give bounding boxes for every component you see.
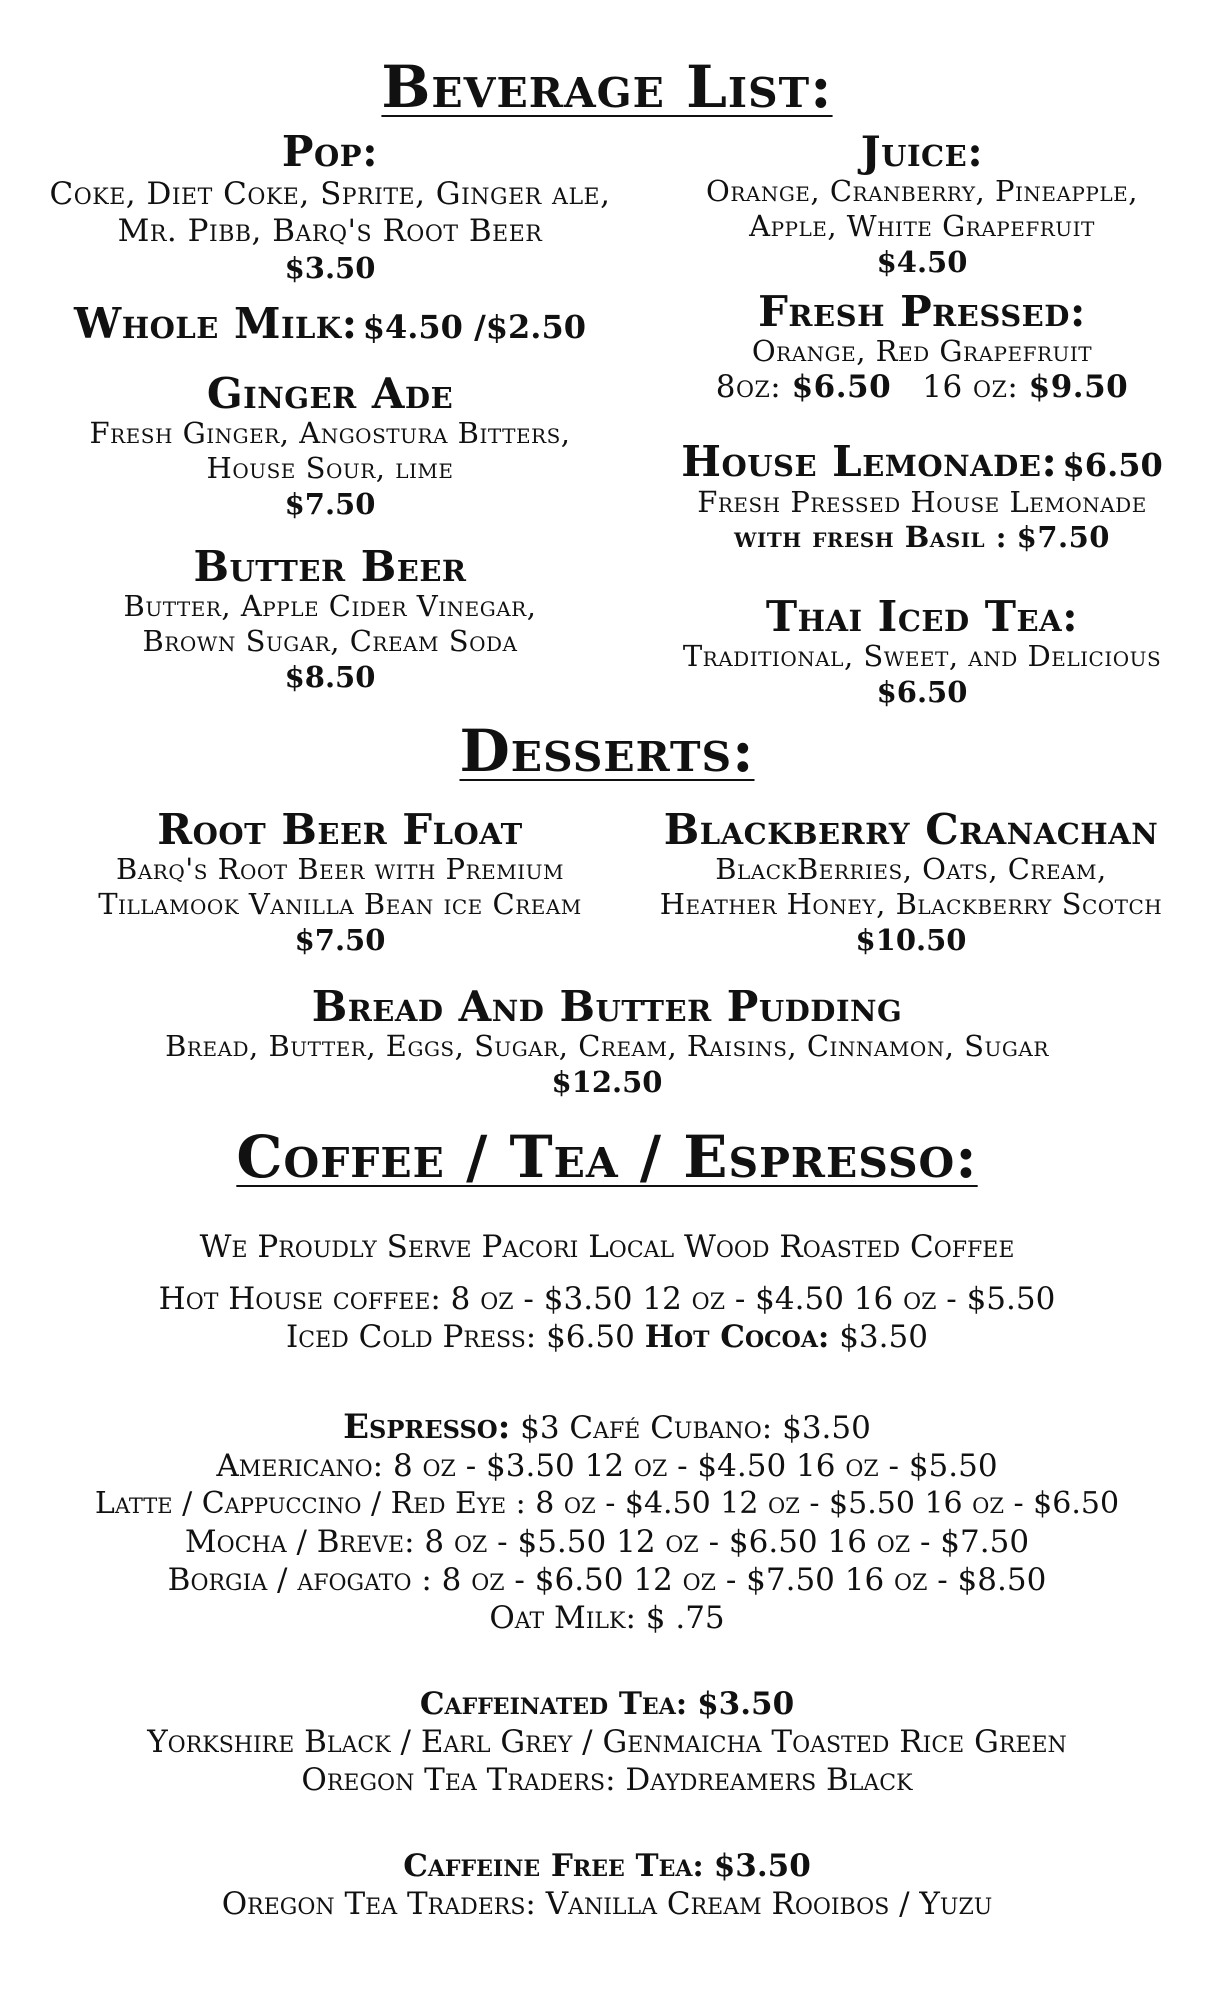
caffeinated-line-2: Oregon Tea Traders: Daydreamers Black (301, 1762, 913, 1798)
thai-iced-tea-name: Thai Iced Tea: (765, 592, 1079, 641)
house-lemonade-basil-label: with fresh Basil : (734, 519, 1007, 554)
caffeine-free-label: Caffeine Free Tea: (403, 1848, 704, 1884)
juice-price: $4.50 (876, 244, 968, 279)
house-lemonade-basil-price: $7.50 (1016, 519, 1110, 554)
butter-beer-name: Butter Beer (193, 542, 467, 591)
butter-beer-item (20, 542, 640, 695)
fresh-pressed-sizes (650, 369, 1194, 406)
oat-milk: Oat Milk: $ .75 (489, 1600, 725, 1636)
whole-milk-item (20, 299, 640, 348)
thai-iced-tea-item (650, 592, 1194, 710)
fresh-pressed-size2-label: 16 oz: (922, 368, 1019, 405)
iced-cold-press: Iced Cold Press: $6.50 (286, 1319, 635, 1355)
juice-desc-1: Orange, Cranberry, Pineapple, (706, 174, 1138, 209)
beverage-title: Beverage List: (381, 53, 833, 121)
mocha: Mocha / Breve: 8 oz - $5.50 12 oz - $6.50 16 oz - $7.50 (184, 1524, 1030, 1560)
hot-cocoa-price: $3.50 (839, 1319, 928, 1355)
juice-item (650, 127, 1194, 280)
hot-house-coffee: Hot House coffee: 8 oz - $3.50 12 oz - $4.50 16 oz - $5.50 (158, 1281, 1056, 1317)
pop-name: Pop: (281, 127, 379, 176)
house-lemonade-name: House Lemonade: (681, 437, 1058, 486)
butter-beer-price: $8.50 (284, 659, 376, 694)
thai-iced-tea-price: $6.50 (876, 674, 968, 709)
desserts-section (0, 717, 1214, 785)
fresh-pressed-size2-price: $9.50 (1028, 368, 1129, 405)
latte: Latte / Cappuccino / Red Eye : 8 oz - $4.50 12 oz - $5.50 16 oz - $6.50 (94, 1486, 1120, 1521)
fresh-pressed-name: Fresh Pressed: (758, 287, 1086, 336)
hot-cocoa-label: Hot Cocoa: (644, 1319, 830, 1355)
caffeine-free-heading (0, 1847, 1214, 1885)
cranachan-desc-1: BlackBerries, Oats, Cream, (715, 852, 1107, 887)
ginger-ade-item (20, 369, 640, 522)
fresh-pressed-size1-price: $6.50 (791, 368, 892, 405)
house-lemonade-basil (650, 520, 1194, 555)
espresso-line (0, 1408, 1214, 1447)
coffee-intro: We Proudly Serve Pacori Local Wood Roasted Coffee (199, 1229, 1015, 1265)
ginger-ade-desc-2: House Sour, lime (206, 450, 454, 485)
coffee-title: Coffee / Tea / Espresso: (236, 1123, 978, 1191)
house-lemonade-item (650, 437, 1194, 555)
caffeine-free-price: $3.50 (713, 1848, 811, 1884)
butter-beer-desc-1: Butter, Apple Cider Vinegar, (123, 589, 537, 624)
root-beer-float-price: $7.50 (294, 922, 386, 957)
beverage-section (0, 53, 1214, 121)
house-lemonade-desc: Fresh Pressed House Lemonade (697, 485, 1147, 519)
fresh-pressed-item (650, 287, 1194, 406)
coffee-body (0, 1228, 1214, 1923)
cranachan-item (614, 805, 1208, 958)
cranachan-desc-2: Heather Honey, Blackberry Scotch (659, 886, 1163, 921)
pop-desc-1: Coke, Diet Coke, Sprite, Ginger ale, (49, 176, 611, 213)
ginger-ade-desc-1: Fresh Ginger, Angostura Bitters, (89, 416, 571, 451)
coffee-section (0, 1123, 1214, 1191)
cranachan-name: Blackberry Cranachan (663, 805, 1159, 854)
cranachan-price: $10.50 (855, 922, 967, 957)
fresh-pressed-desc: Orange, Red Grapefruit (751, 334, 1093, 369)
caffeinated-line-1: Yorkshire Black / Earl Grey / Genmaicha Toasted Rice Green (147, 1724, 1067, 1760)
whole-milk-name: Whole Milk: (74, 299, 358, 348)
house-lemonade-price: $6.50 (1062, 446, 1163, 484)
root-beer-float-desc-1: Barq's Root Beer with Premium (116, 852, 564, 887)
thai-iced-tea-desc: Traditional, Sweet, and Delicious (682, 639, 1162, 674)
caffeinated-label: Caffeinated Tea: (419, 1686, 688, 1722)
pudding-desc: Bread, Butter, Eggs, Sugar, Cream, Raisins, Cinnamon, Sugar (165, 1029, 1049, 1064)
desserts-title: Desserts: (459, 717, 755, 785)
whole-milk-price: $4.50 /$2.50 (362, 308, 586, 346)
root-beer-float-item (40, 805, 640, 958)
espresso-rest: $3 Café Cubano: $3.50 (520, 1410, 871, 1446)
espresso-label: Espresso: (343, 1407, 511, 1447)
pop-price: $3.50 (284, 251, 376, 286)
borgia: Borgia / afogato : 8 oz - $6.50 12 oz - $7.50 16 oz - $8.50 (167, 1562, 1047, 1598)
iced-cocoa-line (0, 1318, 1214, 1356)
caffeinated-price: $3.50 (697, 1686, 795, 1722)
ginger-ade-price: $7.50 (284, 486, 376, 521)
ginger-ade-name: Ginger Ade (206, 369, 454, 418)
caffeine-free-line-1: Oregon Tea Traders: Vanilla Cream Rooibos / Yuzu (221, 1886, 993, 1922)
pop-item (20, 127, 640, 287)
pudding-item (0, 982, 1214, 1100)
juice-desc-2: Apple, White Grapefruit (749, 208, 1095, 243)
root-beer-float-name: Root Beer Float (157, 805, 523, 854)
pudding-name: Bread And Butter Pudding (311, 982, 903, 1031)
juice-name: Juice: (860, 127, 984, 176)
butter-beer-desc-2: Brown Sugar, Cream Soda (142, 623, 518, 658)
root-beer-float-desc-2: Tillamook Vanilla Bean ice Cream (98, 886, 582, 921)
pop-desc-2: Mr. Pibb, Barq's Root Beer (117, 213, 543, 250)
pudding-price: $12.50 (551, 1064, 663, 1099)
caffeinated-heading (0, 1685, 1214, 1723)
americano: Americano: 8 oz - $3.50 12 oz - $4.50 16 oz - $5.50 (216, 1448, 998, 1484)
fresh-pressed-size1-label: 8oz: (715, 368, 782, 405)
